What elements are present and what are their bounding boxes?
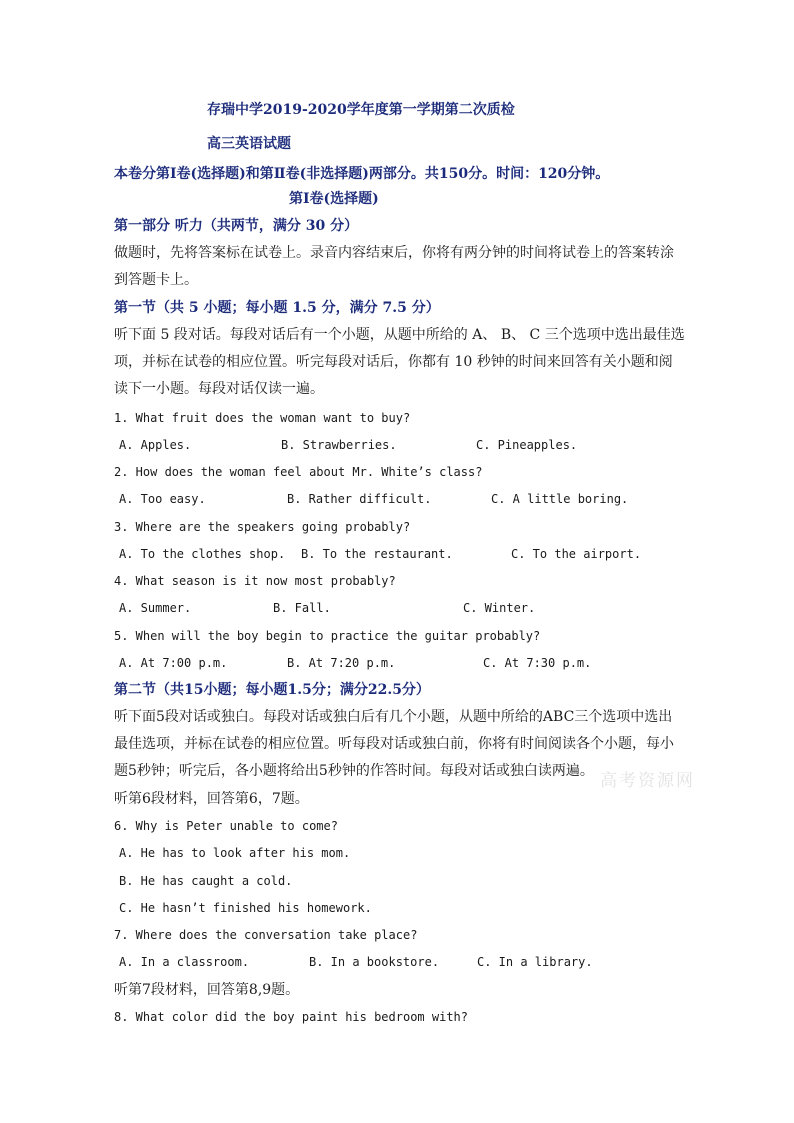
option-a: A. He has to look after his mom. [119,846,351,860]
exam-subtitle: 高三英语试题 [207,136,291,152]
option-c: C. He hasn’t finished his homework. [119,901,372,915]
option-a: A. At 7:00 p.m. [119,656,228,670]
part1-intro-line: 做题时，先将答案标在试卷上。录音内容结束后，你将有两分钟的时间将试卷上的答案转涂 [114,245,674,261]
option-c: C. To the airport. [511,547,642,561]
option-c: C. At 7:30 p.m. [483,656,592,670]
option-c: C. In a library. [477,955,593,969]
option-b: B. To the restaurant. [301,547,453,561]
option-b: B. In a bookstore. [309,955,440,969]
option-b: B. He has caught a cold. [119,874,293,888]
option-b: B. At 7:20 p.m. [287,656,396,670]
question-text: 2. How does the woman feel about Mr. White’s class? [114,465,483,479]
section2-intro-line: 最佳选项，并标在试卷的相应位置。听每段对话或独白前，你将有时间阅读各个小题，每小 [114,736,674,752]
option-c: C. A little boring. [491,492,629,506]
exam-title: 存瑞中学2019-2020学年度第一学期第二次质检 [207,102,515,118]
option-a: A. In a classroom. [119,955,250,969]
question-text: 1. What fruit does the woman want to buy? [114,411,411,425]
question-text: 8. What color did the boy paint his bedroom with? [114,1010,469,1024]
option-a: A. To the clothes shop. [119,547,286,561]
option-c: C. Winter. [463,601,536,615]
volume-heading: 第Ⅰ卷(选择题) [289,191,379,207]
option-a: A. Apples. [119,438,192,452]
section1-intro-line: 读下一小题。每段对话仅读一遍。 [114,381,324,397]
option-c: C. Pineapples. [476,438,578,452]
question-text: 3. Where are the speakers going probably? [114,520,411,534]
section1-title: 第一节（共 5 小题；每小题 1.5 分，满分 7.5 分） [114,300,440,316]
option-b: B. Fall. [273,601,331,615]
section2-intro-line: 题5秒钟；听完后，各小题将给出5秒钟的作答时间。每段对话或独白读两遍。 [114,763,594,779]
part1-intro-line: 到答题卡上。 [114,272,198,288]
material-heading: 听第7段材料，回答第8,9题。 [114,982,300,998]
material-heading: 听第6段材料，回答第6，7题。 [114,791,309,807]
section1-intro-line: 项，并标在试卷的相应位置。听完每段对话后，你都有 10 秒钟的时间来回答有关小题和阅 [114,354,673,370]
option-a: A. Too easy. [119,492,206,506]
option-a: A. Summer. [119,601,192,615]
question-text: 5. When will the boy begin to practice the guitar probably? [114,629,541,643]
question-text: 6. Why is Peter unable to come? [114,819,338,833]
part1-title: 第一部分 听力（共两节，满分 30 分） [114,218,359,234]
section2-intro-line: 听下面5段对话或独白。每段对话或独白后有几个小题，从题中所给的ABC三个选项中选出 [114,709,673,725]
option-b: B. Rather difficult. [287,492,432,506]
question-text: 7. Where does the conversation take place? [114,928,418,942]
watermark: 高考资源网 [600,771,695,791]
section1-intro-line: 听下面 5 段对话。每段对话后有一个小题，从题中所给的 A、 B、 C 三个选项中选出最佳选 [114,327,685,343]
option-b: B. Strawberries. [281,438,397,452]
exam-instructions: 本卷分第Ⅰ卷(选择题)和第Ⅱ卷(非选择题)两部分。共150分。时间：120分钟。 [114,166,610,182]
section2-title: 第二节（共15小题；每小题1.5分；满分22.5分） [114,682,430,698]
question-text: 4. What season is it now most probably? [114,574,396,588]
